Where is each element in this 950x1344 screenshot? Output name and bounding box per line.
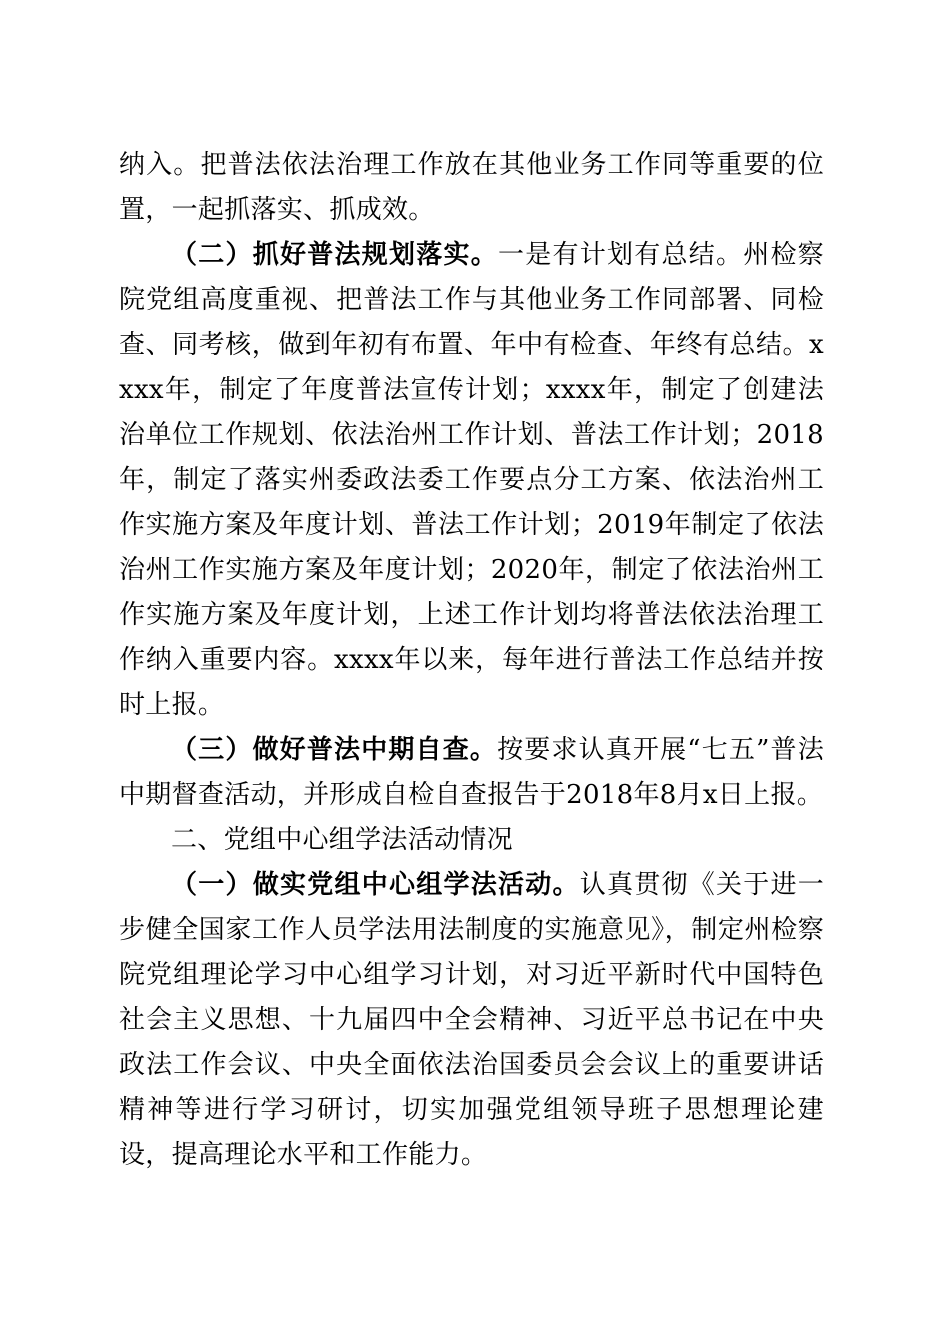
paragraph-text: 一是有计划有总结。州检察院党组高度重视、把普法工作与其他业务工作同部署、同检查、同考核，做到年初有布置、年中有检查、年终有总结。xxxx年，制定了年度普法宣传计划；xxxx年，制定了创建法治单位工作规划、依法治州工作计划、普法工作计划；2018年，制定了落实州委政法委工作要点分工方案、依法治州工作实施方案及年度计划、普法工作计划；2019年制定了依法治州工作实施方案及年度计划；2020年，制定了依法治州工作实施方案及年度计划，上述工作计划均将普法依法治理工作纳入重要内容。xxxx年以来，每年进行普法工作总结并按时上报。: [119, 240, 824, 720]
document-page: [119, 143, 824, 1178]
paragraph-continuation: [119, 143, 824, 233]
section-heading: 二、党组中心组学法活动情况: [171, 825, 513, 855]
paragraph-midterm-check: [119, 728, 824, 818]
section-lead: （一）做实党组中心组学法活动。: [171, 870, 580, 900]
paragraph-text: 按要求认真开展“七五”普法中期督查活动，并形成自检自查报告于2018年8月x日上报。: [119, 735, 824, 810]
paragraph-plan-implementation: [119, 233, 824, 728]
paragraph-text: 认真贯彻《关于进一步健全国家工作人员学法用法制度的实施意见》，制定州检察院党组理论学习中心组学习计划，对习近平新时代中国特色社会主义思想、十九届四中全会精神、习近平总书记在中央政法工作会议、中央全面依法治国委员会会议上的重要讲话精神等进行学习研讨，切实加强党组领导班子思想理论建设，提高理论水平和工作能力。: [119, 870, 824, 1170]
section-lead: （三）做好普法中期自查。: [171, 735, 498, 765]
section-lead: （二）抓好普法规划落实。: [171, 240, 498, 270]
paragraph-study-activity: [119, 863, 824, 1178]
paragraph-text: 纳入。把普法依法治理工作放在其他业务工作同等重要的位置，一起抓落实、抓成效。: [119, 150, 824, 225]
